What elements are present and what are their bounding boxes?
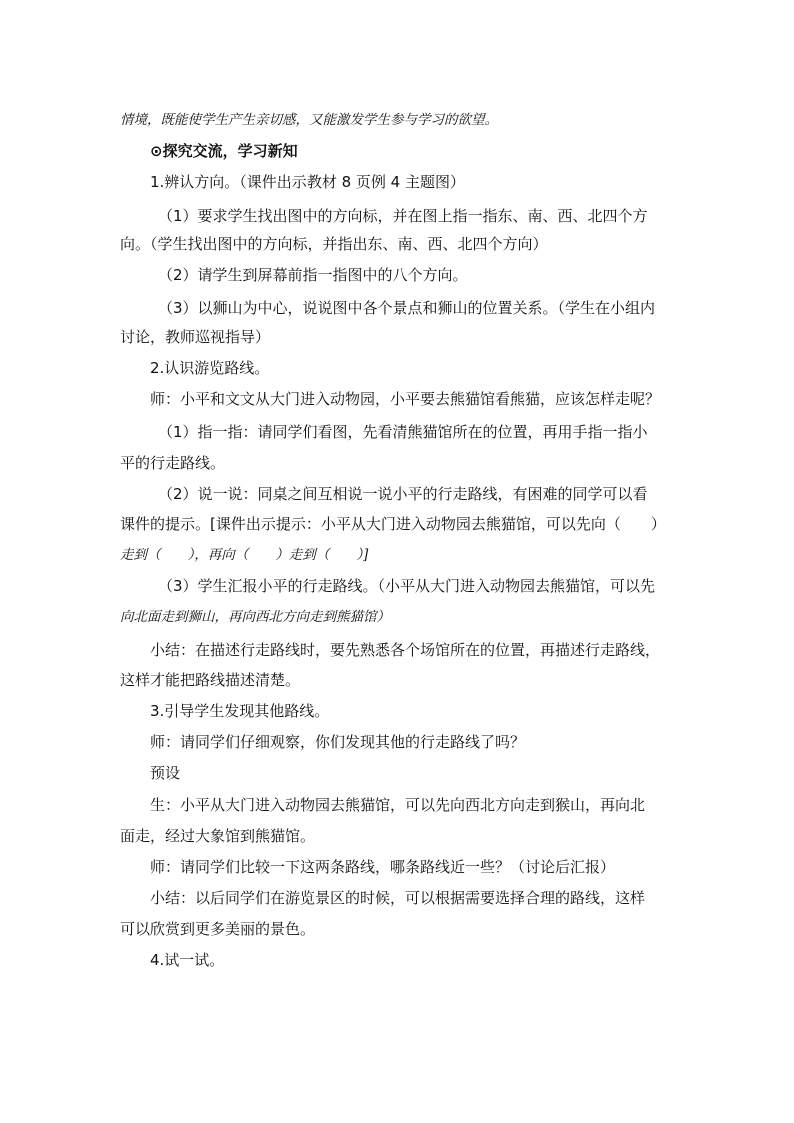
paragraph-line: 这样才能把路线描述清楚。 [120, 671, 301, 689]
paragraph-line: 可以欣赏到更多美丽的景色。 [120, 920, 316, 938]
step-heading: 4.试一试。 [150, 951, 225, 969]
paragraph-line: 向北面走到狮山，再向西北方向走到熊猫馆） [120, 609, 390, 625]
paragraph-line: （3）学生汇报小平的行走路线。（小平从大门进入动物园去熊猫馆，可以先 [158, 577, 656, 595]
paragraph-line: 情境，既能使学生产生亲切感，又能激发学生参与学习的欲望。 [120, 112, 498, 128]
paragraph-line: 小结：在描述行走路线时，要先熟悉各个场馆所在的位置，再描述行走路线， [150, 641, 661, 659]
paragraph-line: 走到（ ），再向（ ）走到（ ）] [120, 547, 369, 563]
paragraph-line: 平的行走路线。 [120, 454, 226, 472]
paragraph-line: 向。（学生找出图中的方向标，并指出东、南、西、北四个方向） [120, 235, 548, 253]
paragraph-line: （1）指一指：请同学们看图，先看清熊猫馆所在的位置，再用手指一指小 [158, 423, 648, 441]
paragraph-line: （2）请学生到屏幕前指一指图中的八个方向。 [158, 266, 468, 284]
step-heading: 2.认识游览路线。 [150, 359, 270, 377]
section-heading: ⊙探究交流，学习新知 [150, 142, 298, 160]
paragraph-line: 面走，经过大象馆到熊猫馆。 [120, 827, 316, 845]
paragraph-line: 师：小平和文文从大门进入动物园，小平要去熊猫馆看熊猫，应该怎样走呢？ [150, 390, 661, 408]
paragraph-line: 课件的提示。[课件出示提示：小平从大门进入动物园去熊猫馆，可以先向（ ） [120, 515, 666, 533]
step-heading: 3.引导学生发现其他路线。 [150, 702, 330, 720]
step-heading: 1.辨认方向。（课件出示教材 8 页例 4 主题图） [150, 173, 465, 191]
paragraph-line: （1）要求学生找出图中的方向标，并在图上指一指东、南、西、北四个方 [158, 207, 648, 225]
paragraph-line: 师：请同学们仔细观察，你们发现其他的行走路线了吗？ [150, 733, 526, 751]
paragraph-line: 预设 [150, 764, 181, 782]
paragraph-line: （3）以狮山为中心，说说图中各个景点和狮山的位置关系。（学生在小组内 [158, 299, 656, 317]
paragraph-line: 讨论，教师巡视指导） [120, 328, 271, 346]
paragraph-line: 小结：以后同学们在游览景区的时候，可以根据需要选择合理的路线，这样 [150, 889, 646, 907]
paragraph-line: 师：请同学们比较一下这两条路线，哪条路线近一些？（讨论后汇报） [150, 858, 616, 876]
paragraph-line: 生：小平从大门进入动物园去熊猫馆，可以先向西北方向走到猴山，再向北 [150, 796, 646, 814]
paragraph-line: （2）说一说：同桌之间互相说一说小平的行走路线，有困难的同学可以看 [158, 485, 648, 503]
